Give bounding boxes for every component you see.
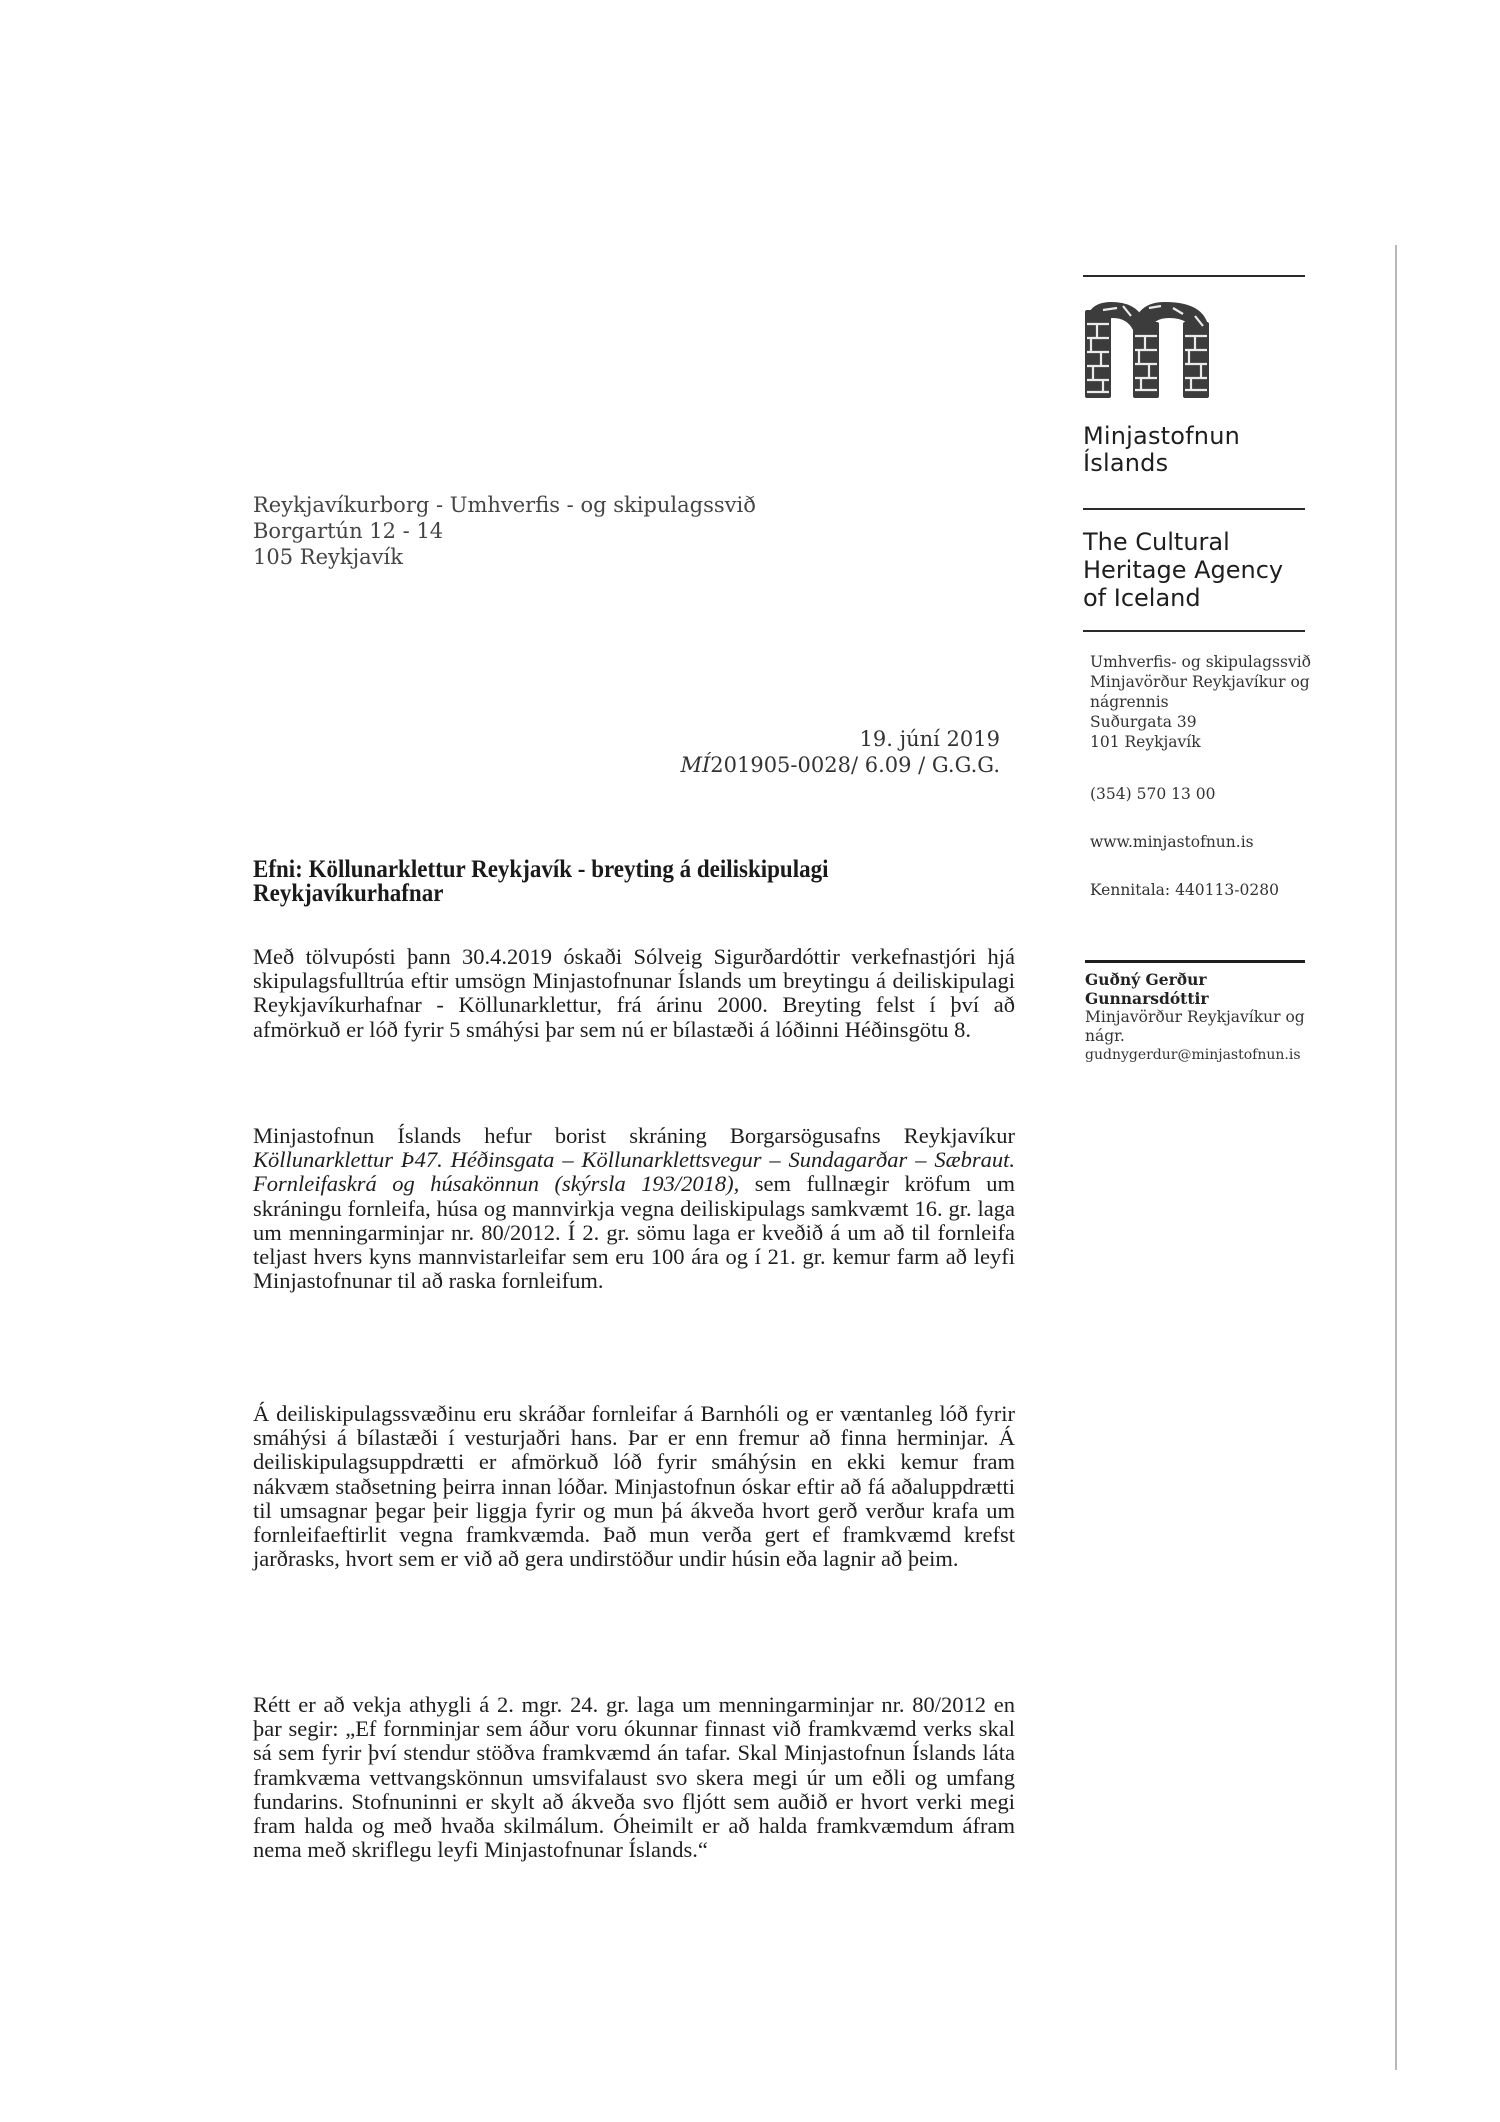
- paragraph-text: Minjastofnun Íslands hefur borist skráning Borgarsögusafns Reykjavíkur: [253, 1123, 1015, 1148]
- org-name-line: Íslands: [1083, 449, 1169, 477]
- department-address: [1090, 652, 1311, 752]
- body-paragraph-1: Með tölvupósti þann 30.4.2019 óskaði Sólveig Sigurðardóttir verkefnastjóri hjá skipulagsfulltrúa eftir umsögn Minjastofnunar Íslands um breytingu á deiliskipulagi Reykjavíkurhafnar - Köllunarklettur, frá árinu 2000. Breyting felst í því að afmörkuð er lóð fyrir 5 smáhýsi þar sem nú er bílastæði á lóðinni Héðinsgötu 8.: [253, 944, 1015, 1042]
- reference-code: 201905-0028/ 6.09 / G.G.G.: [710, 753, 1000, 777]
- recipient-address: [253, 492, 756, 570]
- kennitala: Kennitala: 440113-0280: [1090, 881, 1279, 899]
- letterhead-rule-top: [1083, 275, 1305, 277]
- website-link[interactable]: www.minjastofnun.is: [1090, 833, 1254, 851]
- signer-rule: [1085, 960, 1305, 963]
- org-name-line: Minjastofnun: [1083, 422, 1241, 450]
- letterhead-rule-mid: [1083, 508, 1305, 510]
- body-paragraph-3: Á deiliskipulagssvæðinu eru skráðar fornleifar á Barnhóli og er væntanleg lóð fyrir smáhýsi á bílastæði í vesturjaðri hans. Þar er enn fremur að finna herminjar. Á deiliskipulagsuppdrætti er afmörkuð lóð fyrir smáhýsin en ekki kemur fram nákvæm staðsetning þeirra innan lóðar. Minjastofnun óskar eftir að fá aðaluppdrætti til umsagnar þegar þeir liggja fyrir og mun þá ákveða hvort gerð verður krafa um fornleifaeftirlit vegna framkvæmda. Það mun verða gert ef framkvæmd krefst jarðrasks, hvort sem er við að gera undirstöður undir húsin eða lagnir að þeim.: [253, 1401, 1015, 1572]
- signer-title: nágr.: [1085, 1027, 1125, 1045]
- org-name-en-line: of Iceland: [1083, 584, 1201, 612]
- signer-name: Gunnarsdóttir: [1085, 989, 1209, 1008]
- org-name-icelandic: [1083, 423, 1240, 477]
- signer-block: [1085, 970, 1305, 1065]
- department-line: 101 Reykjavík: [1090, 733, 1201, 751]
- department-line: Suðurgata 39: [1090, 713, 1197, 731]
- department-line: Umhverfis- og skipulagssvið: [1090, 653, 1312, 671]
- signer-name: Guðný Gerður: [1085, 970, 1207, 989]
- department-line: Minjavörður Reykjavíkur og: [1090, 673, 1310, 691]
- paragraph-text: sem fullnægir kröfum um skráningu fornleifa, húsa og mannvirkja vegna deiliskipulags samkvæmt 16. gr. laga um menningarminjar nr. 80/2012. Í 2. gr. sömu laga er kveðið á um að til fornleifa teljast hvers kyns mannvistarleifar sem eru 100 ára og í 21. gr. kemur farm að leyfi Minjastofnunar til að raska fornleifum.: [253, 1171, 1015, 1294]
- subject-heading: Efni: Köllunarklettur Reykjavík - breyting á deiliskipulagi Reykjavíkurhafnar: [253, 856, 829, 907]
- signer-email[interactable]: gudnygerdur@minjastofnun.is: [1085, 1047, 1301, 1063]
- body-paragraph-2: [253, 1124, 1015, 1293]
- reference-number: [680, 752, 1000, 778]
- org-name-en-line: The Cultural: [1083, 528, 1230, 556]
- scan-edge-line: [1395, 245, 1397, 2070]
- org-name-en-line: Heritage Agency: [1083, 556, 1284, 584]
- body-paragraph-4: Rétt er að vekja athygli á 2. mgr. 24. gr. laga um menningarminjar nr. 80/2012 en þar segir: „Ef fornminjar sem áður voru ókunnar finnast við framkvæmd verks skal sá sem fyrir því stendur stöðva framkvæmd án tafar. Skal Minjastofnun Íslands láta framkvæma vettvangskönnun umsvifalaust svo skera megi úr um eðli og umfang fundarins. Stofnuninni er skylt að ákveða svo fljótt sem auðið er hvort verki megi fram halda og með hvaða skilmálum. Óheimilt er að halda framkvæmdum áfram nema með skriflegu leyfi Minjastofnunar Íslands.“: [253, 1692, 1015, 1863]
- recipient-line: Reykjavíkurborg - Umhverfis - og skipulagssvið: [253, 493, 756, 517]
- letter-date: 19. júní 2019: [859, 727, 1000, 751]
- recipient-line: Borgartún 12 - 14: [253, 519, 444, 543]
- phone-number: (354) 570 13 00: [1090, 785, 1216, 803]
- report-title-italic: Köllunarklettur Þ47. Héðinsgata – Köllunarklettsvegur – Sundagarðar – Sæbraut. Fornleifaskrá og húsakönnun (skýrsla 193/2018),: [253, 1147, 1015, 1197]
- recipient-line: 105 Reykjavík: [253, 545, 403, 569]
- department-line: nágrennis: [1090, 693, 1169, 711]
- org-name-english: [1083, 528, 1283, 612]
- letterhead-rule-lower: [1083, 630, 1305, 632]
- date-reference-block: [680, 726, 1000, 778]
- reference-prefix: MÍ: [680, 753, 711, 777]
- signer-title: Minjavörður Reykjavíkur og: [1085, 1008, 1305, 1026]
- stone-arch-m-logo-icon: [1083, 300, 1213, 400]
